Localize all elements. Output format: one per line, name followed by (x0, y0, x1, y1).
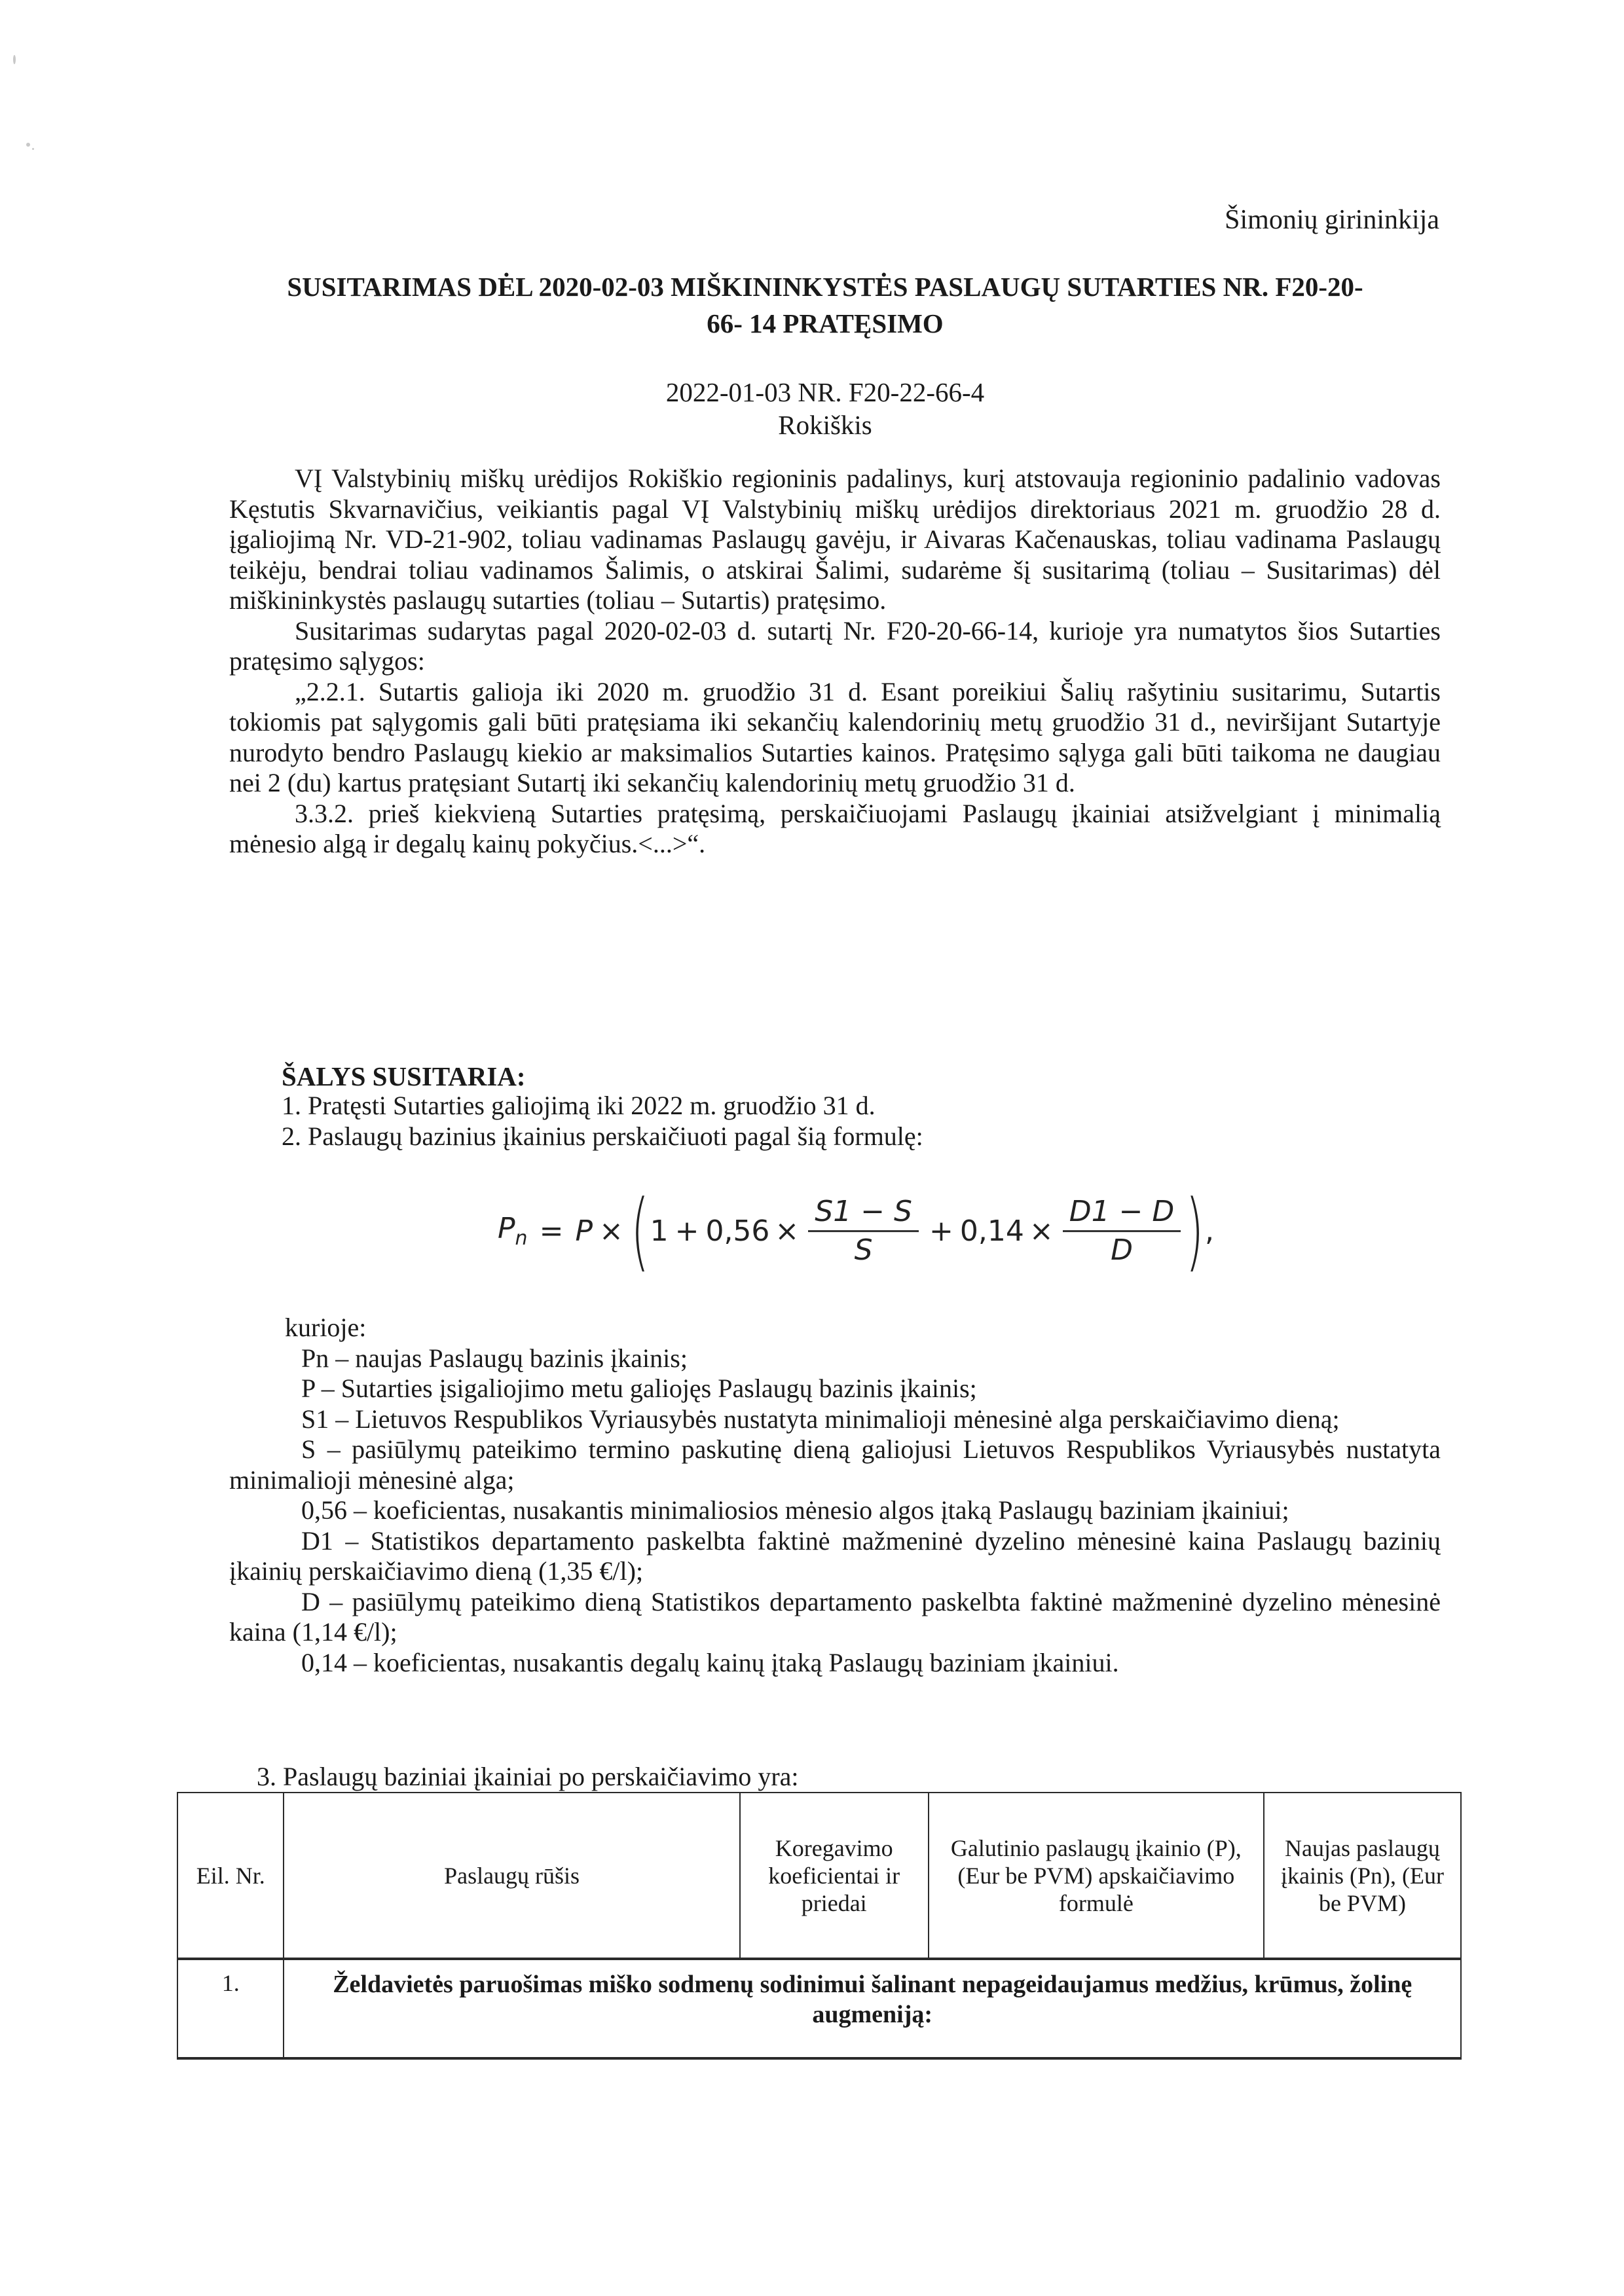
fraction-numerator: D1 − D (1069, 1194, 1175, 1228)
formula-definitions (229, 1313, 1441, 1678)
column-header-price-formula: Galutinio paslaugų įkainio (P), (Eur be PVM) apskaičiavimo formulė (929, 1793, 1264, 1959)
definition-item: Pn – naujas Paslaugų bazinis įkainis; (301, 1343, 688, 1373)
formula-one: 1 (650, 1214, 669, 1248)
basis-paragraph: Susitarimas sudarytas pagal 2020-02-03 d. sutartį Nr. F20-20-66-14, kurioje yra numatytos šios Sutarties pratęsimo sąlygos: (229, 615, 1441, 676)
row-group-title: Želdavietės paruošimas miško sodmenų sodinimui šalinant nepageidaujamus medžius, krūmus, žolinę augmeniją: (284, 1959, 1461, 2058)
title-line-2: 66- 14 PRATĘSIMO (707, 308, 944, 338)
column-header-coefficients: Koregavimo koeficientai ir priedai (740, 1793, 929, 1959)
fraction-denominator: S (854, 1233, 873, 1267)
preamble (229, 464, 1441, 860)
formula-plus: + (929, 1214, 953, 1248)
fraction-denominator: D (1111, 1233, 1133, 1267)
column-header-service-type: Paslaugų rūšis (284, 1793, 739, 1959)
formula-plus: + (674, 1214, 699, 1248)
table-caption: 3. Paslaugų baziniai įkainiai po perskaičiavimo yra: (257, 1762, 799, 1791)
agreement-item: 1. Pratęsti Sutarties galiojimą iki 2022 m. gruodžio 31 d. (282, 1091, 876, 1120)
definition-item: D1 – Statistikos departamento paskelbta faktinė mažmeninė dyzelino mėnesinė kaina Paslaugų bazinių įkainių perskaičiavimo dieną (1,35 €/l); (229, 1525, 1441, 1586)
definition-item: 0,56 – koeficientas, nusakantis minimaliosios mėnesio algos įtaką Paslaugų baziniam įkainiui; (301, 1495, 1289, 1525)
table-row (177, 1959, 1461, 2058)
column-header-number: Eil. Nr. (177, 1793, 284, 1959)
quote-clause-2-2-1: „2.2.1. Sutartis galioja iki 2020 m. gruodžio 31 d. Esant poreikiui Šalių rašytiniu susitarimu, Sutartis tokiomis pat sąlygomis gali būti pratęsiama iki sekančių kalendorinių metų gruodžio 31 d., neviršijant Sutartyje nurodyto bendro Paslaugų kiekio ar maksimalios Sutarties kainos. Pratęsimo sąlyga gali būti taikoma ne daugiau nei 2 (du) kartus pratęsiant Sutartį iki sekančių kalendorinių metų gruodžio 31 d. (229, 676, 1441, 797)
document-place: Rokiškis (778, 410, 872, 440)
unit-name: Šimonių girininkija (1225, 205, 1439, 235)
fraction-numerator: S1 − S (815, 1194, 912, 1228)
row-number: 1. (177, 1959, 284, 2058)
definition-item: P – Sutarties įsigaliojimo metu galiojęs Paslaugų bazinis įkainis; (301, 1374, 977, 1403)
document-title (216, 268, 1434, 342)
quote-clause-3-3-2: 3.3.2. prieš kiekvieną Sutarties pratęsimą, perskaičiuojami Paslaugų įkainiai atsižvelgiant į minimalią mėnesio algą ir degalų kainų pokyčius.<...>“. (229, 798, 1441, 858)
intro-paragraph: VĮ Valstybinių miškų urėdijos Rokiškio regioninis padalinys, kurį atstovauja regioninio padalinio vadovas Kęstutis Skvarnavičius, veikiantis pagal VĮ Valstybinių miškų urėdijos direktoriaus 2021 m. gruodžio 28 d. įgaliojimą Nr. VD-21-902, toliau vadinamas Paslaugų gavėju, ir Aivaras Kačenauskas, toliau vadinama Paslaugų teikėju, bendrai toliau vadinamos Šalimis, o atskirai Šalimi, sudarėme šį susitarimą (toliau – Susitarimas) dėl miškininkystės paslaugų sutarties (toliau – Sutartis) pratęsimo. (229, 464, 1441, 615)
table-header-row (177, 1793, 1461, 1959)
formula-open-paren: ( (631, 1181, 650, 1281)
document-meta (216, 376, 1434, 441)
formula-times: × (775, 1214, 800, 1248)
formula-p: P (575, 1214, 593, 1248)
definition-item: D – pasiūlymų pateikimo dieną Statistikos departamento paskelbta faktinė mažmeninė dyzelino mėnesinė kaina (1,14 €/l); (229, 1586, 1441, 1647)
formula-fraction-wage (808, 1194, 919, 1269)
price-table (177, 1792, 1462, 2060)
agreement-heading: ŠALYS SUSITARIA: (282, 1061, 526, 1091)
column-header-new-price: Naujas paslaugų įkainis (Pn), (Eur be PVM) (1264, 1793, 1461, 1959)
scan-artifact (32, 148, 34, 150)
title-line-1: SUSITARIMAS DĖL 2020-02-03 MIŠKININKYSTĖS PASLAUGŲ SUTARTIES NR. F20-20- (287, 272, 1363, 302)
formula-close-paren: ) (1185, 1181, 1204, 1281)
scan-artifact (13, 55, 16, 64)
formula-fraction-fuel (1063, 1194, 1181, 1269)
definition-item: 0,14 – koeficientas, nusakantis degalų kainų įtaką Paslaugų baziniam įkainiui. (301, 1647, 1119, 1677)
agreement-list (282, 1091, 1434, 1152)
formula-coef-fuel: 0,14 (959, 1214, 1024, 1248)
definitions-intro: kurioje: (285, 1313, 367, 1342)
definition-item: S – pasiūlymų pateikimo termino paskutinę dieną galiojusi Lietuvos Respublikos Vyriausybės nustatyta minimalioji mėnesinė alga; (229, 1434, 1441, 1495)
formula-times: × (1029, 1214, 1054, 1248)
formula-equals: = (539, 1214, 564, 1248)
price-formula (498, 1175, 1214, 1286)
formula-coef-wage: 0,56 (705, 1214, 770, 1248)
definition-item: S1 – Lietuvos Respublikos Vyriausybės nustatyta minimalioji mėnesinė alga perskaičiavimo dieną; (301, 1404, 1340, 1434)
formula-trailing-comma: , (1205, 1214, 1215, 1248)
agreement-item: 2. Paslaugų bazinius įkainius perskaičiuoti pagal šią formulę: (282, 1121, 923, 1151)
formula-lhs: $P_n$ (498, 1212, 528, 1250)
scan-artifact (26, 143, 30, 147)
document-number: 2022-01-03 NR. F20-22-66-4 (665, 377, 985, 407)
formula-times: × (599, 1214, 623, 1248)
